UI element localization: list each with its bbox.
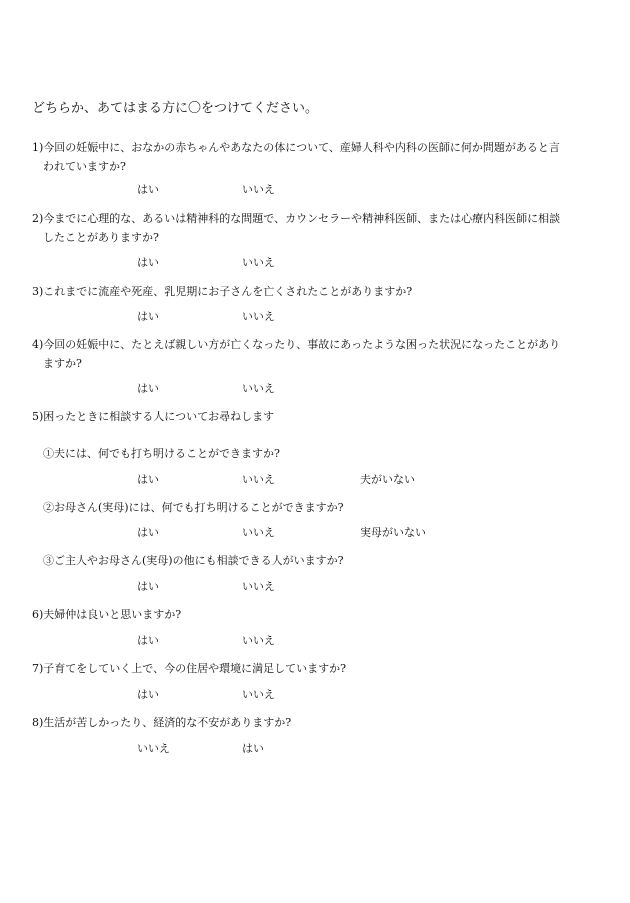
question-8-no[interactable]: いいえ: [137, 742, 170, 755]
question-5-heading: 5)困ったときに相談する人についてお尋ねします: [32, 410, 275, 423]
question-5a-none[interactable]: 夫がいない: [360, 473, 415, 486]
question-1-no[interactable]: いいえ: [242, 183, 275, 196]
question-5b-yes[interactable]: はい: [137, 526, 159, 539]
question-5b-no[interactable]: いいえ: [242, 526, 275, 539]
question-3-line-1: 3)これまでに流産や死産、乳児期にお子さんを亡くされたことがありますか?: [32, 285, 413, 298]
question-4-line-1: 4)今回の妊娠中に、たとえば親しい方が亡くなったり、事故にあったような困った状況になったことがあり: [32, 338, 561, 351]
question-6-text: 6)夫婦仲は良いと思いますか?: [32, 608, 182, 621]
question-5c-no[interactable]: いいえ: [242, 580, 275, 593]
question-7-yes[interactable]: はい: [137, 688, 159, 701]
question-8-text: 8)生活が苦しかったり、経済的な不安がありますか?: [32, 716, 292, 729]
question-6-yes[interactable]: はい: [137, 634, 159, 647]
question-5c-yes[interactable]: はい: [137, 580, 159, 593]
question-2-line-1: 2)今までに心理的な、あるいは精神科的な問題で、カウンセラーや精神科医師、または心療内科医師に相談: [32, 212, 561, 225]
question-5a-no[interactable]: いいえ: [242, 473, 275, 486]
question-1-yes[interactable]: はい: [137, 183, 159, 196]
question-2-line-2: したことがありますか?: [43, 231, 159, 244]
question-1-line-2: われていますか?: [43, 160, 126, 173]
question-7-no[interactable]: いいえ: [242, 688, 275, 701]
question-8-yes[interactable]: はい: [242, 742, 264, 755]
question-6-no[interactable]: いいえ: [242, 634, 275, 647]
question-5b-none[interactable]: 実母がいない: [360, 526, 426, 539]
question-3-no[interactable]: いいえ: [242, 310, 275, 323]
question-5a-yes[interactable]: はい: [137, 473, 159, 486]
instructions: どちらか、あてはまる方に〇をつけてください。: [32, 101, 319, 116]
question-3-yes[interactable]: はい: [137, 310, 159, 323]
question-2-yes[interactable]: はい: [137, 256, 159, 269]
question-7-text: 7)子育てをしていく上で、今の住居や環境に満足していますか?: [32, 662, 346, 675]
question-4-no[interactable]: いいえ: [242, 382, 275, 395]
question-4-line-2: ますか?: [43, 357, 82, 370]
question-1-line-1: 1)今回の妊娠中に、おなかの赤ちゃんやあなたの体について、産婦人科や内科の医師に何か問題があると言: [32, 141, 560, 154]
question-5a-text: ①夫には、何でも打ち明けることができますか?: [43, 447, 280, 460]
question-5b-text: ②お母さん(実母)には、何でも打ち明けることができますか?: [43, 501, 344, 514]
question-4-yes[interactable]: はい: [137, 382, 159, 395]
question-2-no[interactable]: いいえ: [242, 256, 275, 269]
question-5c-text: ③ご主人やお母さん(実母)の他にも相談できる人がいますか?: [43, 554, 344, 567]
